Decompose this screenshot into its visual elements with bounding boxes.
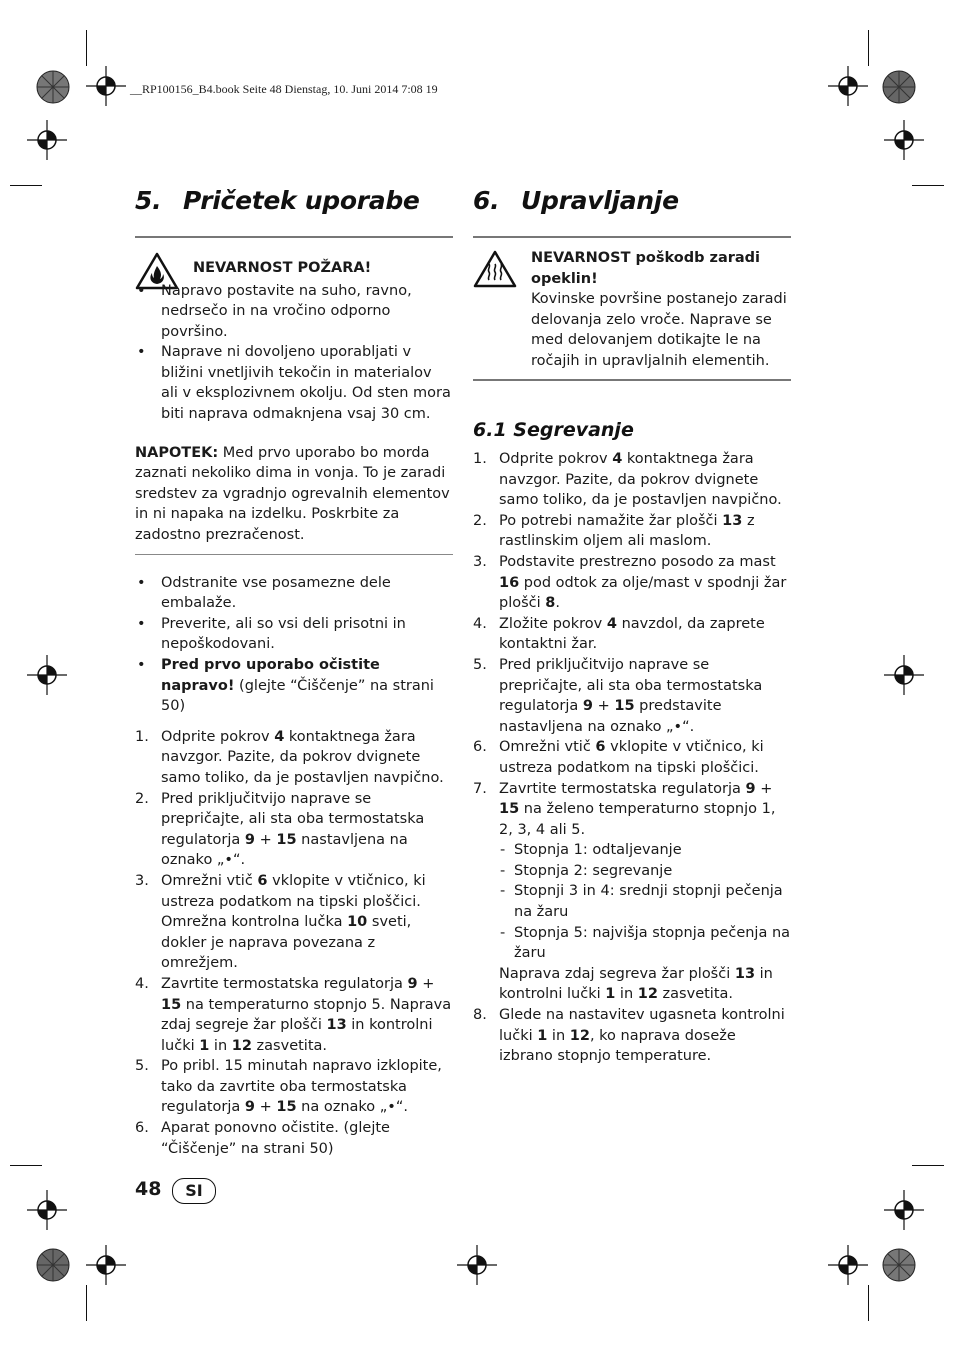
color-target-icon <box>882 1248 916 1282</box>
list-item: - Stopnja 2: segrevanje <box>499 861 791 882</box>
divider <box>473 379 791 381</box>
registration-mark-icon <box>27 120 67 160</box>
print-header-line: __RP100156_B4.book Seite 48 Dienstag, 10. Juni 2014 7:08 19 <box>130 82 438 96</box>
first-use-steps <box>135 727 453 1159</box>
list-item: - Stopnja 1: odtaljevanje <box>499 840 791 861</box>
crop-line <box>912 1165 944 1166</box>
list-item: 5. Pred priključitvijo naprave se prepričajte, ali sta oba termostatska regulatorja 9 + 15 predstavite nastavljena na oznako „•“. <box>473 656 763 735</box>
crop-line <box>86 1285 87 1321</box>
right-column <box>473 186 791 1067</box>
warning-content <box>473 248 791 371</box>
color-target-icon <box>36 1248 70 1282</box>
registration-mark-icon <box>86 66 126 106</box>
registration-mark-icon <box>884 1190 924 1230</box>
divider <box>135 554 453 555</box>
list-item: • Naprave ni dovoljeno uporabljati v bližini vnetljivih tekočin in materialov ali v eksplozivnem okolju. Od sten mora biti naprava odmaknjena vsaj 30 cm. <box>135 342 453 424</box>
crop-line <box>86 30 87 66</box>
list-item: - Stopnja 5: najvišja stopnja pečenja na žaru <box>499 923 791 964</box>
crop-line <box>10 1165 42 1166</box>
warning-bullets <box>135 281 453 425</box>
list-item: • Pred prvo uporabo očistite napravo! (glejte “Čiščenje” na strani 50) <box>135 655 453 717</box>
list-item: 6. Omrežni vtič 6 vklopite v vtičnico, ki ustreza podatkom na tipski ploščici. <box>473 739 764 776</box>
registration-mark-icon <box>884 655 924 695</box>
page-number: 48 <box>135 1178 162 1200</box>
color-target-icon <box>36 70 70 104</box>
registration-mark-icon <box>828 66 868 106</box>
list-item: • Odstranite vse posamezne dele embalaže. <box>135 573 453 614</box>
list-item: 2. Pred priključitvijo naprave se prepričajte, ali sta oba termostatska regulatorja 9 + 15 nastavljena na oznako „•“. <box>135 790 425 869</box>
list-item: 8. Glede na nastavitev ugasneta kontrolni lučki 1 in 12, ko naprava doseže izbrano stopnjo temperature. <box>473 1007 785 1065</box>
subsection-heading: 6.1 Segrevanje <box>473 419 634 441</box>
registration-mark-icon <box>86 1245 126 1285</box>
heating-steps <box>473 449 791 1067</box>
note-paragraph: NAPOTEK: Med prvo uporabo bo morda zaznati nekoliko dima in vonja. To je zaradi sredstev za vgradnjo ogrevalnih elementov in ni napaka na izdelku. Poskrbite za zadostno prezračenost. <box>135 444 450 544</box>
list-item: 4. Zavrtite termostatska regulatorja 9 + 15 na temperaturno stopnjo 5. Naprava zdaj segreje žar plošči 13 in kontrolni lučki 1 in 12 zasvetita. <box>135 975 452 1054</box>
list-item: 4. Zložite pokrov 4 navzdol, da zaprete kontaktni žar. <box>473 615 765 653</box>
note-label: NAPOTEK: <box>135 444 219 461</box>
registration-mark-icon <box>27 655 67 695</box>
registration-mark-icon <box>27 1190 67 1230</box>
list-item: 6. Aparat ponovno očistite. (glejte “Čiščenje” na strani 50) <box>135 1120 390 1157</box>
hot-surface-warning-icon <box>473 250 517 288</box>
list-item: 1. Odprite pokrov 4 kontaktnega žara navzgor. Pazite, da pokrov dvignete samo toliko, da je postavljen navpično. <box>473 451 782 509</box>
preparation-bullets <box>135 573 453 717</box>
list-item: 5. Po pribl. 15 minutah napravo izklopite, tako da zavrtite oba termostatska regulatorja 9 + 15 na oznako „•“. <box>135 1058 442 1116</box>
color-target-icon <box>882 70 916 104</box>
crop-line <box>868 30 869 66</box>
list-item: 1. Odprite pokrov 4 kontaktnega žara navzgor. Pazite, da pokrov dvignete samo toliko, da je postavljen navpično. <box>135 728 444 786</box>
step-continuation: Naprava zdaj segreva žar plošči 13 in kontrolni lučki 1 in 12 zasvetita. <box>499 965 773 1003</box>
fire-warning-box <box>135 238 453 435</box>
burn-warning-box <box>473 238 791 379</box>
list-item: 7. Zavrtite termostatska regulatorja 9 + 15 na želeno temperaturno stopnjo 1, 2, 3, 4 ali 5. - Stopnja 1: odtaljevanje - Stopnja 2: segrevanje - Stopnji 3 in 4: srednji stopnji pečenja na žaru - Stopnja 5: najvišja stopnja pečenja na žaru Naprava zdaj segreva žar plošči 13 in kontrolni lučki 1 in 12 zasvetita. <box>473 779 791 1006</box>
list-item: 3. Omrežni vtič 6 vklopite v vtičnico, ki ustreza podatkom na tipski ploščici. Omrežna kontrolna lučka 10 sveti, dokler je naprava povezana z omrežjem. <box>135 872 426 972</box>
language-badge: SI <box>172 1178 216 1204</box>
warning-text: Kovinske površine postanejo zaradi delovanja zelo vroče. Naprave se med delovanjem dotikajte le na ročajih in upravljalnih elementih. <box>531 291 787 369</box>
list-item: 2. Po potrebi namažite žar plošči 13 z rastlinskim oljem ali maslom. <box>473 512 755 550</box>
crop-line <box>868 1285 869 1321</box>
list-item: - Stopnji 3 in 4: srednji stopnji pečenja na žaru <box>499 881 791 922</box>
warning-title: NEVARNOST POŽARA! <box>193 260 372 276</box>
list-item: • Preverite, ali so vsi deli prisotni in nepoškodovani. <box>135 614 453 655</box>
section-heading-6: 6. Upravljanje <box>473 186 679 215</box>
left-column <box>135 186 453 1159</box>
registration-mark-icon <box>828 1245 868 1285</box>
crop-line <box>912 185 944 186</box>
list-item: • Napravo postavite na suho, ravno, nedrsečo in na vročino odporno površino. <box>135 281 453 343</box>
crop-line <box>10 185 42 186</box>
temperature-levels <box>499 840 791 964</box>
registration-mark-icon <box>884 120 924 160</box>
registration-mark-icon <box>457 1245 497 1285</box>
list-item: 3. Podstavite prestrezno posodo za mast 16 pod odtok za olje/mast v spodnji žar plošči 8. <box>473 553 787 612</box>
warning-title: NEVARNOST poškodb zaradi opeklin! <box>531 250 761 287</box>
section-heading-5: 5. Pričetek uporabe <box>135 186 420 215</box>
